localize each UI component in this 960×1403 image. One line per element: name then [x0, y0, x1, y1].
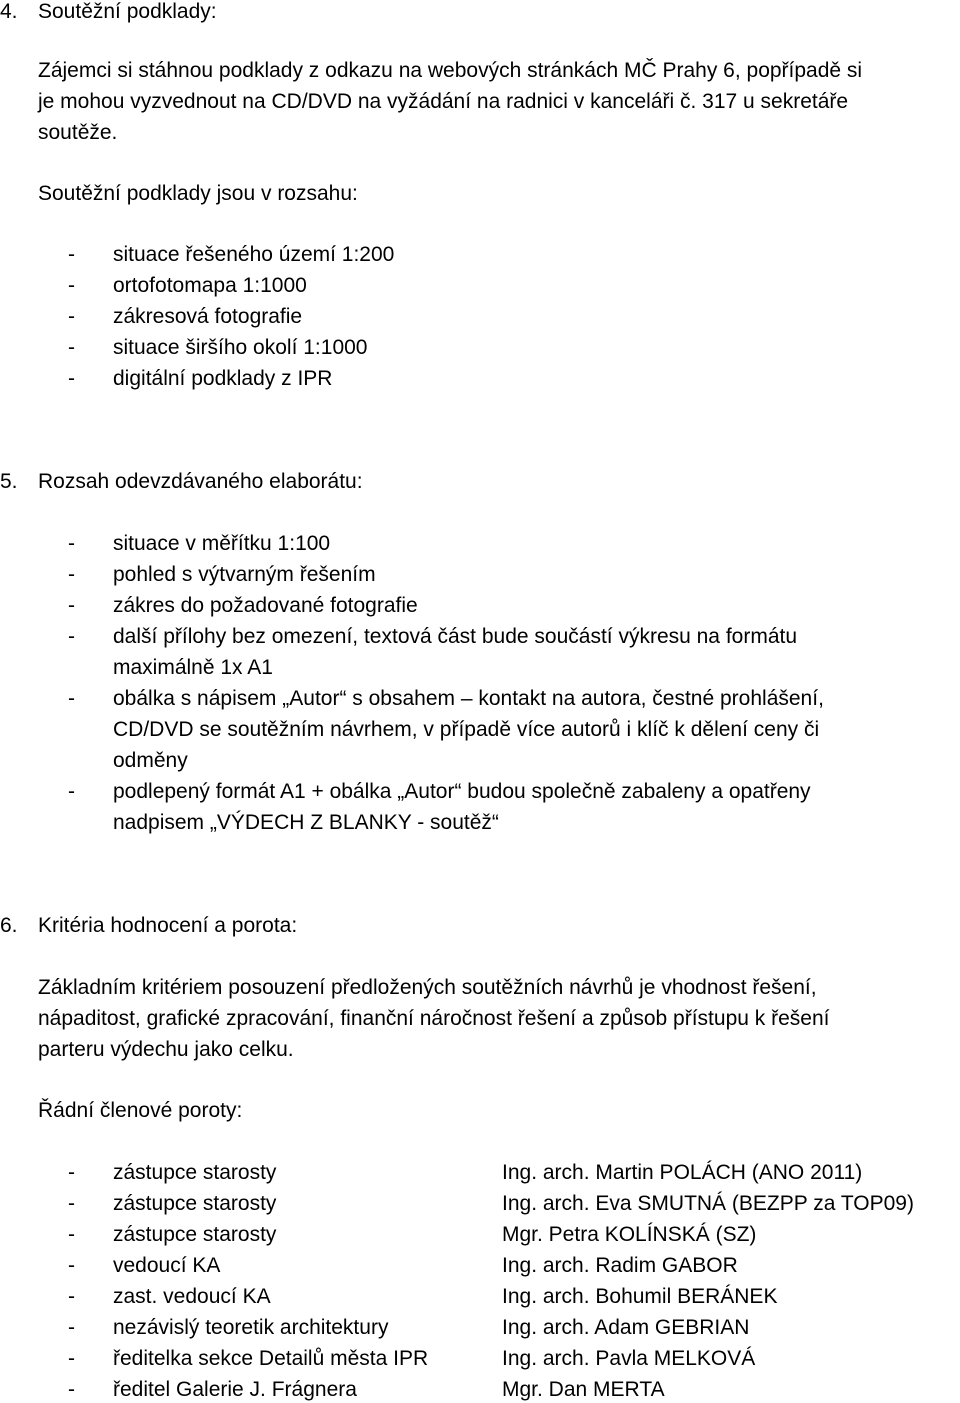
- jury-name: Ing. arch. Bohumil BERÁNEK: [502, 1285, 778, 1308]
- jury-dash: -: [68, 1347, 75, 1370]
- list-item: situace v měřítku 1:100: [113, 532, 331, 555]
- list-item: digitální podklady z IPR: [113, 367, 333, 390]
- jury-role: zástupce starosty: [113, 1161, 277, 1184]
- jury-dash: -: [68, 1316, 75, 1339]
- list-dash: -: [68, 305, 75, 328]
- jury-dash: -: [68, 1161, 75, 1184]
- criteria-line: parteru výdechu jako celku.: [38, 1038, 294, 1061]
- jury-name: Mgr. Petra KOLÍNSKÁ (SZ): [502, 1223, 757, 1246]
- section-6-number: 6.: [0, 914, 18, 937]
- jury-dash: -: [68, 1378, 75, 1401]
- list-item: obálka s nápisem „Autor“ s obsahem – kontakt na autora, čestné prohlášení,: [113, 687, 824, 710]
- criteria-line: Základním kritériem posouzení předložených soutěžních návrhů je vhodnost řešení,: [38, 976, 817, 999]
- list-dash: -: [68, 687, 75, 710]
- jury-role: vedoucí KA: [113, 1254, 221, 1277]
- list-item: zákresová fotografie: [113, 305, 303, 328]
- section-4-intro-line: Zájemci si stáhnou podklady z odkazu na webových stránkách MČ Prahy 6, popřípadě si: [38, 59, 863, 82]
- jury-name: Ing. arch. Martin POLÁCH (ANO 2011): [502, 1161, 863, 1184]
- list-item-continuation: odměny: [113, 749, 188, 772]
- list-item: další přílohy bez omezení, textová část bude součástí výkresu na formátu: [113, 625, 798, 648]
- jury-label: Řádní členové poroty:: [38, 1099, 243, 1122]
- section-4-heading: Soutěžní podklady:: [38, 0, 217, 23]
- list-item: situace řešeného území 1:200: [113, 243, 395, 266]
- list-item: pohled s výtvarným řešením: [113, 563, 376, 586]
- list-item-continuation: CD/DVD se soutěžním návrhem, v případě více autorů i klíč k dělení ceny či: [113, 718, 820, 741]
- list-item: situace širšího okolí 1:1000: [113, 336, 368, 359]
- jury-role: zástupce starosty: [113, 1223, 277, 1246]
- jury-name: Ing. arch. Pavla MELKOVÁ: [502, 1347, 756, 1370]
- list-dash: -: [68, 625, 75, 648]
- list-dash: -: [68, 367, 75, 390]
- list-dash: -: [68, 336, 75, 359]
- jury-role: zast. vedoucí KA: [113, 1285, 271, 1308]
- jury-name: Ing. arch. Adam GEBRIAN: [502, 1316, 750, 1339]
- jury-name: Ing. arch. Radim GABOR: [502, 1254, 738, 1277]
- list-dash: -: [68, 532, 75, 555]
- jury-dash: -: [68, 1223, 75, 1246]
- list-dash: -: [68, 274, 75, 297]
- jury-role: ředitel Galerie J. Frágnera: [113, 1378, 357, 1401]
- list-dash: -: [68, 243, 75, 266]
- list-item: zákres do požadované fotografie: [113, 594, 418, 617]
- section-5-number: 5.: [0, 470, 18, 493]
- section-4-intro-line: soutěže.: [38, 121, 118, 144]
- jury-dash: -: [68, 1192, 75, 1215]
- section-4-intro-line: je mohou vyzvednout na CD/DVD na vyžádání na radnici v kanceláři č. 317 u sekretáře: [38, 90, 849, 113]
- section-4-scope-label: Soutěžní podklady jsou v rozsahu:: [38, 182, 358, 205]
- jury-role: zástupce starosty: [113, 1192, 277, 1215]
- section-4-number: 4.: [0, 0, 18, 23]
- list-dash: -: [68, 780, 75, 803]
- list-item: ortofotomapa 1:1000: [113, 274, 307, 297]
- list-item-continuation: nadpisem „VÝDECH Z BLANKY - soutěž“: [113, 811, 499, 834]
- list-dash: -: [68, 563, 75, 586]
- jury-dash: -: [68, 1254, 75, 1277]
- jury-name: Ing. arch. Eva SMUTNÁ (BEZPP za TOP09): [502, 1192, 914, 1215]
- jury-dash: -: [68, 1285, 75, 1308]
- list-item: podlepený formát A1 + obálka „Autor“ budou společně zabaleny a opatřeny: [113, 780, 811, 803]
- list-dash: -: [68, 594, 75, 617]
- section-6-heading: Kritéria hodnocení a porota:: [38, 914, 298, 937]
- criteria-line: nápaditost, grafické zpracování, finanční náročnost řešení a způsob přístupu k řešení: [38, 1007, 830, 1030]
- jury-role: nezávislý teoretik architektury: [113, 1316, 389, 1339]
- list-item-continuation: maximálně 1x A1: [113, 656, 273, 679]
- section-5-heading: Rozsah odevzdávaného elaborátu:: [38, 470, 363, 493]
- jury-name: Mgr. Dan MERTA: [502, 1378, 665, 1401]
- jury-role: ředitelka sekce Detailů města IPR: [113, 1347, 429, 1370]
